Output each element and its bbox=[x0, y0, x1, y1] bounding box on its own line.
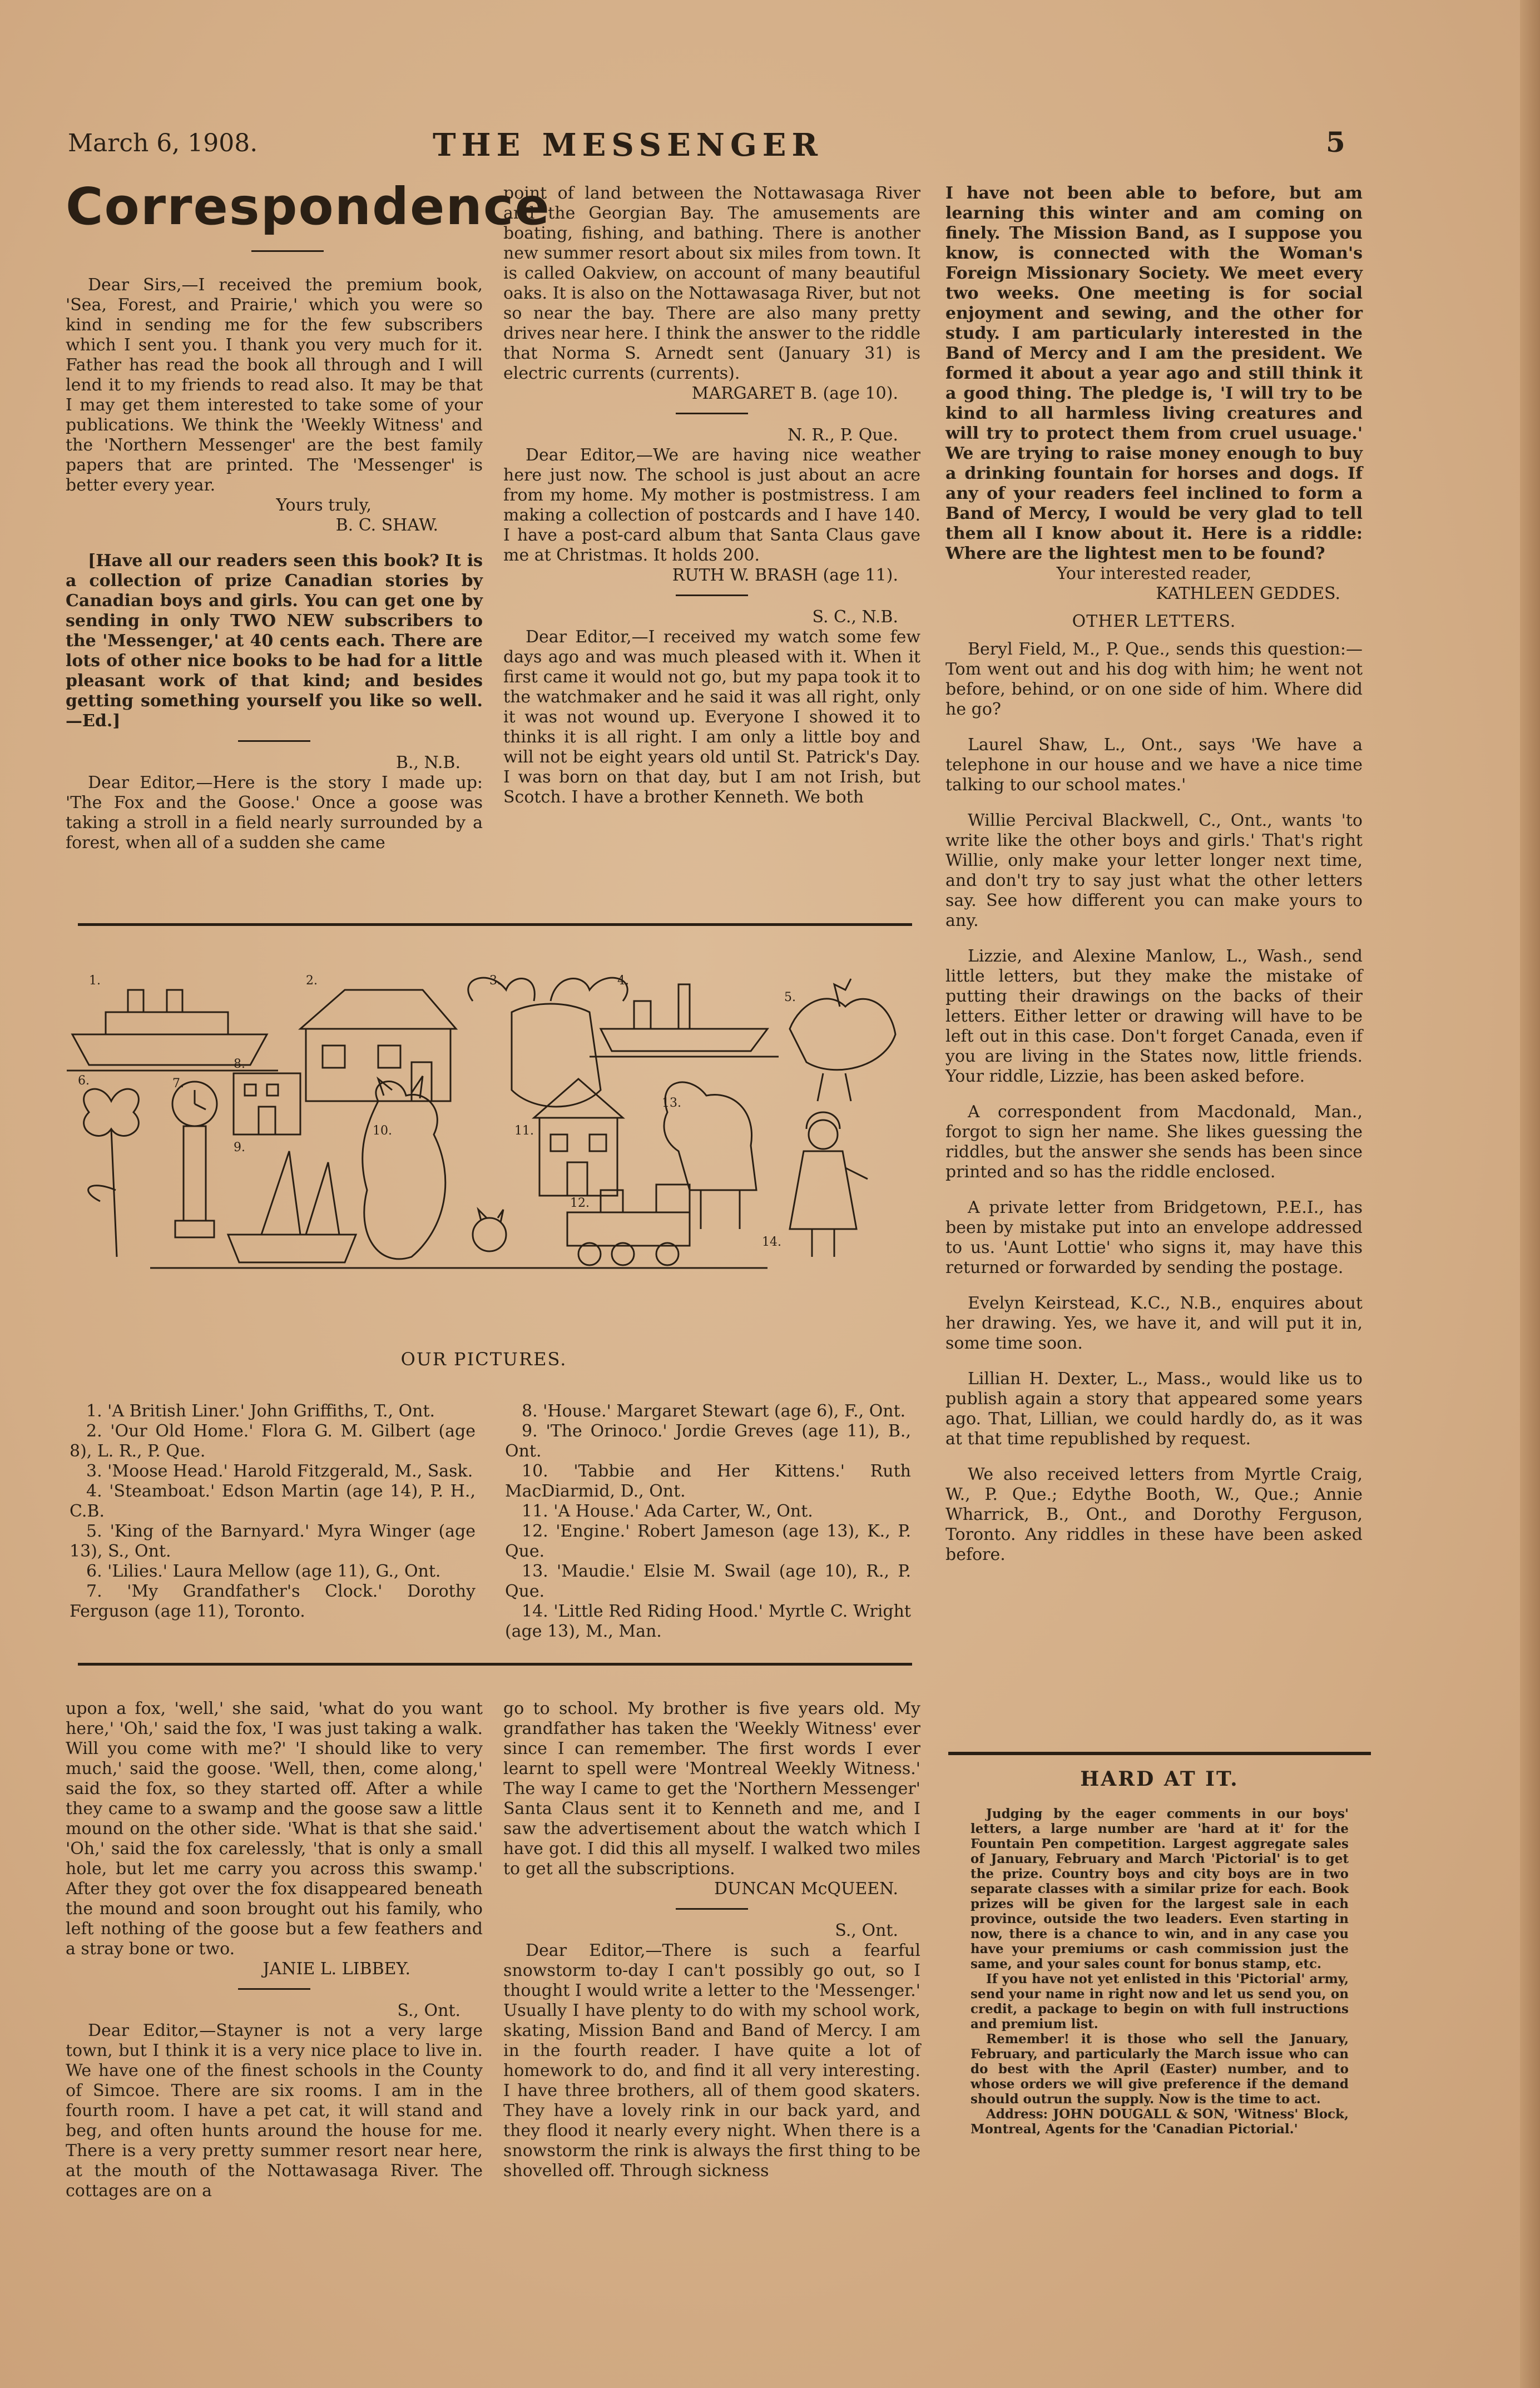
letter-location: N. R., P. Que. bbox=[788, 425, 898, 445]
note-field: Beryl Field, M., P. Que., sends this question:—Tom went out and his dog with him; he went not before, behind, or on one side of him. Where did he go? bbox=[945, 640, 1363, 719]
letter-brash: Dear Editor,—We are having nice weather here just now. The school is just about an acre from my home. My mother is postmistress. I am making a collection of postcards and I have 140. I have a post-card album that Santa Claus gave me at Christmas. It holds 200. bbox=[503, 445, 920, 565]
picture-number: 13. bbox=[662, 1096, 681, 1110]
drawing-moose-head bbox=[468, 978, 627, 1107]
letter-stayner: Dear Editor,—Stayner is not a very large town, but I think it is a very nice place to live in. We have one of the finest schools in the County of Simcoe. There are six rooms. I am in the fourth room. I have a pet cat, it will stand and beg, and often hunts around the house for me. There is a very pretty summer resort near here, at the mouth of the Nottawasaga River. The cottages are on a bbox=[66, 2021, 483, 2201]
note-macdonald: A correspondent from Macdonald, Man., forgot to sign her name. She likes guessing the riddles, but the answer she sends has been since printed and so has the riddle enclosed. bbox=[945, 1102, 1363, 1182]
drawing-liner bbox=[67, 990, 278, 1071]
section-title: Correspondence bbox=[66, 177, 551, 236]
hard-at-it-paragraph: Address: JOHN DOUGALL & SON, 'Witness' Block, Montreal, Agents for the 'Canadian Pictorial.' bbox=[970, 2107, 1349, 2137]
picture-number: 3. bbox=[489, 974, 501, 988]
note-willie: Willie Percival Blackwell, C., Ont., wants 'to write like the other boys and girls.' That's right Willie, only make your letter longer next time, and don't try to say just what the other letters say. See how different you can make yours to any. bbox=[945, 811, 1363, 930]
column-1-top bbox=[66, 275, 483, 853]
pictures-list-left bbox=[70, 1401, 476, 1622]
column-2-top bbox=[503, 184, 920, 807]
picture-number: 9. bbox=[234, 1141, 245, 1155]
column-1-bottom bbox=[66, 1699, 483, 2201]
box-rule bbox=[948, 1752, 1371, 1755]
signature: JANIE L. LIBBEY. bbox=[263, 1959, 410, 1979]
note-manlow: Lizzie, and Alexine Manlow, L., Wash., send little letters, but they make the mistake of putting their drawings on the backs of their letters. Either letter or drawing will have to be left out in this case. Don't forget Canada, even if you are living in the States now, little friends. Your riddle, Lizzie, has been asked before. bbox=[945, 947, 1363, 1086]
our-pictures-illustration bbox=[67, 968, 901, 1279]
drawing-rooster bbox=[790, 979, 895, 1101]
drawing-grandfather-clock bbox=[172, 1082, 217, 1237]
picture-credit: 2. 'Our Old Home.' Flora G. M. Gilbert (age 8), L. R., P. Que. bbox=[70, 1421, 476, 1461]
picture-credit: 10. 'Tabbie and Her Kittens.' Ruth MacDiarmid, D., Ont. bbox=[505, 1461, 911, 1501]
drawing-tabby-kittens bbox=[363, 1076, 506, 1259]
page-edge-shadow bbox=[1520, 0, 1540, 2388]
hard-at-it-body bbox=[970, 1806, 1349, 2137]
hard-at-it-paragraph: If you have not yet enlisted in this 'Pictorial' army, send your name in right now and let us send you, on credit, a package to begin on with full instructions and premium list. bbox=[970, 1971, 1349, 2032]
signature: RUTH W. BRASH (age 11). bbox=[672, 566, 898, 585]
page-number: 5 bbox=[1326, 126, 1345, 158]
letter-margaret: point of land between the Nottawasaga River and the Georgian Bay. The amusements are boating, fishing, and bathing. There is another new summer resort about six miles from town. It is called Oakview, on account of many beautiful oaks. It is also on the Nottawasaga River, but not so near the bay. There are also many pretty drives near here. I think the answer to the riddle that Norma S. Arnedt sent (January 31) is electric currents (currents). bbox=[503, 184, 920, 383]
picture-credit: 8. 'House.' Margaret Stewart (age 6), F., Ont. bbox=[522, 1401, 906, 1421]
picture-credit: 7. 'My Grandfather's Clock.' Dorothy Ferguson (age 11), Toronto. bbox=[70, 1582, 476, 1621]
picture-number: 5. bbox=[784, 990, 796, 1004]
pictures-list-right bbox=[505, 1401, 911, 1642]
note-laurel: Laurel Shaw, L., Ont., says 'We have a telephone in our house and we have a nice time talking to our school mates.' bbox=[945, 735, 1363, 795]
closing: Your interested reader, bbox=[1056, 564, 1252, 583]
editor-note: [Have all our readers seen this book? It is a collection of prize Canadian stories by Canadian boys and girls. You can get one by sending in only TWO NEW subscribers to the 'Messenger,' at 40 cents each. There are lots of other nice books to be had for a little pleasant work of that kind; and besides getting something yourself you like so well.—Ed.] bbox=[66, 551, 483, 731]
picture-number: 2. bbox=[306, 974, 318, 988]
picture-credit: 11. 'A House.' Ada Carter, W., Ont. bbox=[522, 1502, 813, 1521]
note-keirstead: Evelyn Keirstead, K.C., N.B., enquires about her drawing. Yes, we have it, and will put it in, some time soon. bbox=[945, 1294, 1363, 1353]
drawing-orinoco bbox=[228, 1151, 356, 1262]
drawing-a-house bbox=[534, 1079, 623, 1196]
signature: B. C. SHAW. bbox=[335, 516, 438, 535]
closing: Yours truly, bbox=[276, 496, 372, 515]
title-rule bbox=[251, 250, 324, 252]
picture-number: 4. bbox=[617, 974, 629, 988]
drawing-red-riding-hood bbox=[790, 1112, 868, 1257]
letter-mcqueen-start: Dear Editor,—I received my watch some few days ago and was much pleased with it. When it first came it would not go, but my papa took it to the watchmaker and he said it was all right, only it was not wound up. Everyone I showed it to thinks it is all right. I am only a little boy and will not be eight years old until St. Patrick's Day. I was born on that day, but I am not Irish, but Scotch. I have a brother Kenneth. We both bbox=[503, 627, 920, 807]
picture-credit: 5. 'King of the Barnyard.' Myra Winger (age 13), S., Ont. bbox=[70, 1522, 476, 1561]
section-rule bbox=[78, 1663, 912, 1666]
letter-snowstorm: Dear Editor,—There is such a fearful snowstorm to-day I can't possibly go out, so I thought I would write a letter to the 'Messenger.' Usually I have plenty to do with my school work, skating, Mission Band and Band of Mercy. I am in the fourth reader. I have quite a lot of homework to do, and find it all very interesting. I have three brothers, all of them good skaters. They have a lovely rink in our back yard, and they flood it nearly every night. When there is a snowstorm the rink is always the first thing to be shovelled off. Through sickness bbox=[503, 1941, 920, 2181]
letter-libbey-start: Dear Editor,—Here is the story I made up: 'The Fox and the Goose.' Once a goose was taking a stroll in a field nearly surrounded by a forest, when all of a sudden she came bbox=[66, 773, 483, 853]
letter-shaw: Dear Sirs,—I received the premium book, 'Sea, Forest, and Prairie,' which you were so kind in sending me for the few subscribers which I sent you. I thank you very much for it. Father has read the book all through and I will lend it to my friends to read also. It may be that I may get them interested to take some of your publications. We think the 'Weekly Witness' and the 'Northern Messenger' are the best family papers that are printed. The 'Messenger' is better every year. bbox=[66, 275, 483, 495]
letter-location: S., Ont. bbox=[397, 2001, 460, 2020]
signature: MARGARET B. (age 10). bbox=[691, 384, 898, 403]
pictures-heading: OUR PICTURES. bbox=[400, 1349, 567, 1370]
note-bridgetown: A private letter from Bridgetown, P.E.I., has been by mistake put into an envelope addressed to us. 'Aunt Lottie' who signs it, may have this returned or forwarded by sending the postage. bbox=[945, 1198, 1363, 1277]
picture-number: 7. bbox=[172, 1077, 184, 1091]
picture-credit: 14. 'Little Red Riding Hood.' Myrtle C. Wright (age 13), M., Man. bbox=[505, 1602, 911, 1641]
picture-credit: 13. 'Maudie.' Elsie M. Swail (age 10), R., P. Que. bbox=[505, 1562, 911, 1601]
masthead: THE MESSENGER bbox=[433, 127, 824, 164]
picture-number: 1. bbox=[89, 974, 101, 988]
picture-number: 14. bbox=[762, 1235, 781, 1249]
letter-libbey-end: upon a fox, 'well,' she said, 'what do you want here,' 'Oh,' said the fox, 'I was just taking a walk. Will you come with me?' 'I should like to very much,' said the goose. 'Well, then, come along,' said the fox, so they started off. After a while they came to a swamp and the goose saw a little mound on the other side. 'What is that she said.' 'Oh,' said the fox carelessly, 'that is only a small hole, but let me carry you across this swamp.' After they got over the fox disappeared beneath the mound and soon brought out his family, who left nothing of the goose but a few feathers and a stray bone or two. bbox=[66, 1699, 483, 1959]
hard-at-it-paragraph: Remember! it is those who sell the January, February, and particularly the March issue who can do best with the April (Easter) number, and to whose orders we will give preference if the demand should outrun the supply. Now is the time to act. bbox=[970, 2032, 1349, 2107]
picture-number: 6. bbox=[78, 1074, 90, 1088]
drawing-lilies bbox=[84, 1089, 139, 1257]
letter-geddes: I have not been able to before, but am learning this winter and am coming on finely. The Mission Band, as I suppose you know, is connected with the Woman's Foreign Missionary Society. We meet every two weeks. One meeting is for social enjoyment and sewing, and the other for study. I am particularly interested in the Band of Mercy and I am the president. We formed it about a year ago and still think it a good thing. The pledge is, 'I will try to be kind to all harmless living creatures and will try to protect them from cruel usuage.' We are trying to raise money enough to buy a drinking fountain for horses and dogs. If any of your readers feel inclined to form a Band of Mercy, I would be very glad to tell them all I know about it. Here is a riddle: Where are the lightest men to be found? bbox=[945, 184, 1363, 563]
section-rule bbox=[78, 923, 912, 926]
picture-credit: 6. 'Lilies.' Laura Mellow (age 11), G., Ont. bbox=[86, 1562, 441, 1581]
note-dexter: Lillian H. Dexter, L., Mass., would like us to publish again a story that appeared some years ago. That, Lillian, we could hardly do, as it was at that time republished by request. bbox=[945, 1369, 1363, 1449]
drawing-old-home bbox=[300, 990, 456, 1101]
note-also-received: We also received letters from Myrtle Craig, W., P. Que.; Edythe Booth, W., Que.; Annie Wharrick, B., Ont., and Dorothy Ferguson, Toronto. Any riddles in these have been asked before. bbox=[945, 1465, 1363, 1564]
picture-number: 12. bbox=[570, 1196, 590, 1210]
drawing-house bbox=[234, 1073, 300, 1134]
signature: KATHLEEN GEDDES. bbox=[1156, 584, 1340, 603]
letter-location: S., Ont. bbox=[835, 1921, 898, 1940]
signature: DUNCAN McQUEEN. bbox=[714, 1879, 898, 1899]
column-3 bbox=[945, 184, 1363, 1565]
picture-number: 10. bbox=[373, 1124, 392, 1138]
picture-credit: 1. 'A British Liner.' John Griffiths, T., Ont. bbox=[86, 1401, 435, 1421]
picture-credit: 12. 'Engine.' Robert Jameson (age 13), K., P. Que. bbox=[505, 1522, 911, 1561]
subheading-other-letters: OTHER LETTERS. bbox=[1072, 612, 1236, 631]
letter-location: B., N.B. bbox=[395, 753, 460, 772]
letter-location: S. C., N.B. bbox=[812, 607, 898, 627]
column-2-bottom bbox=[503, 1699, 920, 2181]
hard-at-it-heading: HARD AT IT. bbox=[1080, 1767, 1239, 1791]
issue-date: March 6, 1908. bbox=[68, 129, 258, 157]
picture-credit: 3. 'Moose Head.' Harold Fitzgerald, M., Sask. bbox=[86, 1461, 473, 1481]
drawing-steamboat bbox=[590, 984, 779, 1057]
picture-number: 8. bbox=[234, 1057, 245, 1071]
picture-credit: 9. 'The Orinoco.' Jordie Greves (age 11), B., Ont. bbox=[505, 1421, 911, 1461]
picture-number: 11. bbox=[514, 1124, 534, 1138]
hard-at-it-paragraph: Judging by the eager comments in our boys' letters, a large number are 'hard at it' for the Fountain Pen competition. Largest aggregate sales of January, February and March 'Pictorial' is to get the prize. Country boys and city boys are in two separate classes with a similar prize for each. Book prizes will be given for the largest sale in each province, outside the two leaders. Even starting in now, there is a chance to win, and in any case you have your premiums or cash commission just the same, and your sales count for bonus stamp, etc. bbox=[970, 1806, 1349, 1971]
picture-credit: 4. 'Steamboat.' Edson Martin (age 14), P. H., C.B. bbox=[70, 1482, 476, 1521]
letter-mcqueen-end: go to school. My brother is five years old. My grandfather has taken the 'Weekly Witness' ever since I can remember. The first words I ever learnt to spell were 'Montreal Weekly Witness.' The way I came to get the 'Northern Messenger' Santa Claus sent it to Kenneth and me, and I saw the advertisement about the watch which I have got. I did this all myself. I walked two miles to get all the subscriptions. bbox=[503, 1699, 920, 1879]
